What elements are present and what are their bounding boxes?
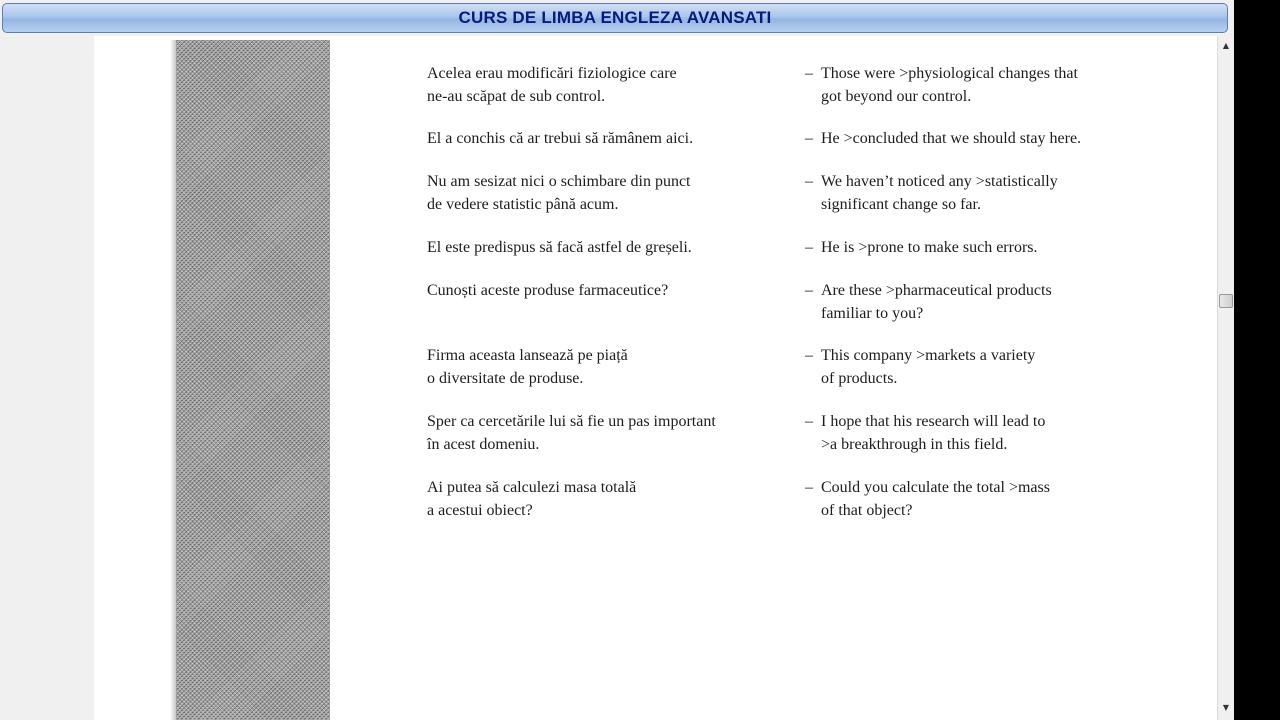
dash: – xyxy=(805,173,813,190)
ro-line: în acest domeniu. xyxy=(427,436,540,453)
romanian-sentence xyxy=(427,236,807,259)
english-sentence xyxy=(821,344,1151,390)
ro-line: ne-au scăpat de sub control. xyxy=(427,88,606,105)
english-sentence xyxy=(821,127,1151,150)
english-sentence xyxy=(821,279,1151,325)
english-sentence xyxy=(821,410,1151,456)
en-line: >a breakthrough in this field. xyxy=(821,436,1008,453)
romanian-sentence xyxy=(427,279,807,302)
title-bar xyxy=(2,3,1228,33)
romanian-sentence xyxy=(427,170,807,216)
romanian-sentence xyxy=(427,344,807,390)
ro-line: Acelea erau modificări fiziologice care xyxy=(427,65,677,82)
en-line: Are these >pharmaceutical products xyxy=(821,282,1052,299)
english-sentence xyxy=(821,62,1151,108)
ro-line: Firma aceasta lansează pe piață xyxy=(427,347,628,364)
ro-line: El este predispus să facă astfel de greșeli. xyxy=(427,239,692,256)
english-sentence xyxy=(821,170,1151,216)
dash: – xyxy=(805,282,813,299)
dash: – xyxy=(805,479,813,496)
window-title: CURS DE LIMBA ENGLEZA AVANSATI xyxy=(458,8,772,27)
en-line: of that object? xyxy=(821,502,913,519)
romanian-sentence xyxy=(427,476,807,522)
ro-line: a acestui obiect? xyxy=(427,502,533,519)
ro-line: Cunoști aceste produse farmaceutice? xyxy=(427,282,669,299)
romanian-sentence xyxy=(427,127,807,150)
ro-line: Sper ca cercetările lui să fie un pas important xyxy=(427,413,716,430)
dash: – xyxy=(805,130,813,147)
scroll-up-icon[interactable]: ▲ xyxy=(1222,41,1230,50)
en-line: got beyond our control. xyxy=(821,88,972,105)
english-sentence xyxy=(821,236,1151,259)
ro-line: Ai putea să calculezi masa totală xyxy=(427,479,637,496)
en-line: Those were >physiological changes that xyxy=(821,65,1078,82)
scroll-thumb[interactable] xyxy=(1219,294,1233,308)
dash: – xyxy=(805,65,813,82)
en-line: He >concluded that we should stay here. xyxy=(821,130,1082,147)
document-page xyxy=(94,36,1219,720)
scanned-margin-strip xyxy=(176,40,330,720)
ro-line: El a conchis că ar trebui să rămânem aici. xyxy=(427,130,694,147)
en-line: We haven’t noticed any >statistically xyxy=(821,173,1058,190)
english-sentence xyxy=(821,476,1151,522)
dash: – xyxy=(805,347,813,364)
ro-line: de vedere statistic până acum. xyxy=(427,196,619,213)
en-line: I hope that his research will lead to xyxy=(821,413,1046,430)
en-line: familiar to you? xyxy=(821,305,924,322)
en-line: He is >prone to make such errors. xyxy=(821,239,1038,256)
document-viewport[interactable] xyxy=(47,36,1217,720)
ro-line: o diversitate de produse. xyxy=(427,370,584,387)
romanian-sentence xyxy=(427,62,807,108)
dash: – xyxy=(805,239,813,256)
vertical-scrollbar[interactable] xyxy=(1217,36,1234,720)
en-line: This company >markets a variety xyxy=(821,347,1036,364)
scroll-down-icon[interactable]: ▼ xyxy=(1222,703,1230,712)
en-line: significant change so far. xyxy=(821,196,981,213)
dash: – xyxy=(805,413,813,430)
ro-line: Nu am sesizat nici o schimbare din punct xyxy=(427,173,691,190)
romanian-sentence xyxy=(427,410,807,456)
en-line: Could you calculate the total >mass xyxy=(821,479,1050,496)
en-line: of products. xyxy=(821,370,898,387)
